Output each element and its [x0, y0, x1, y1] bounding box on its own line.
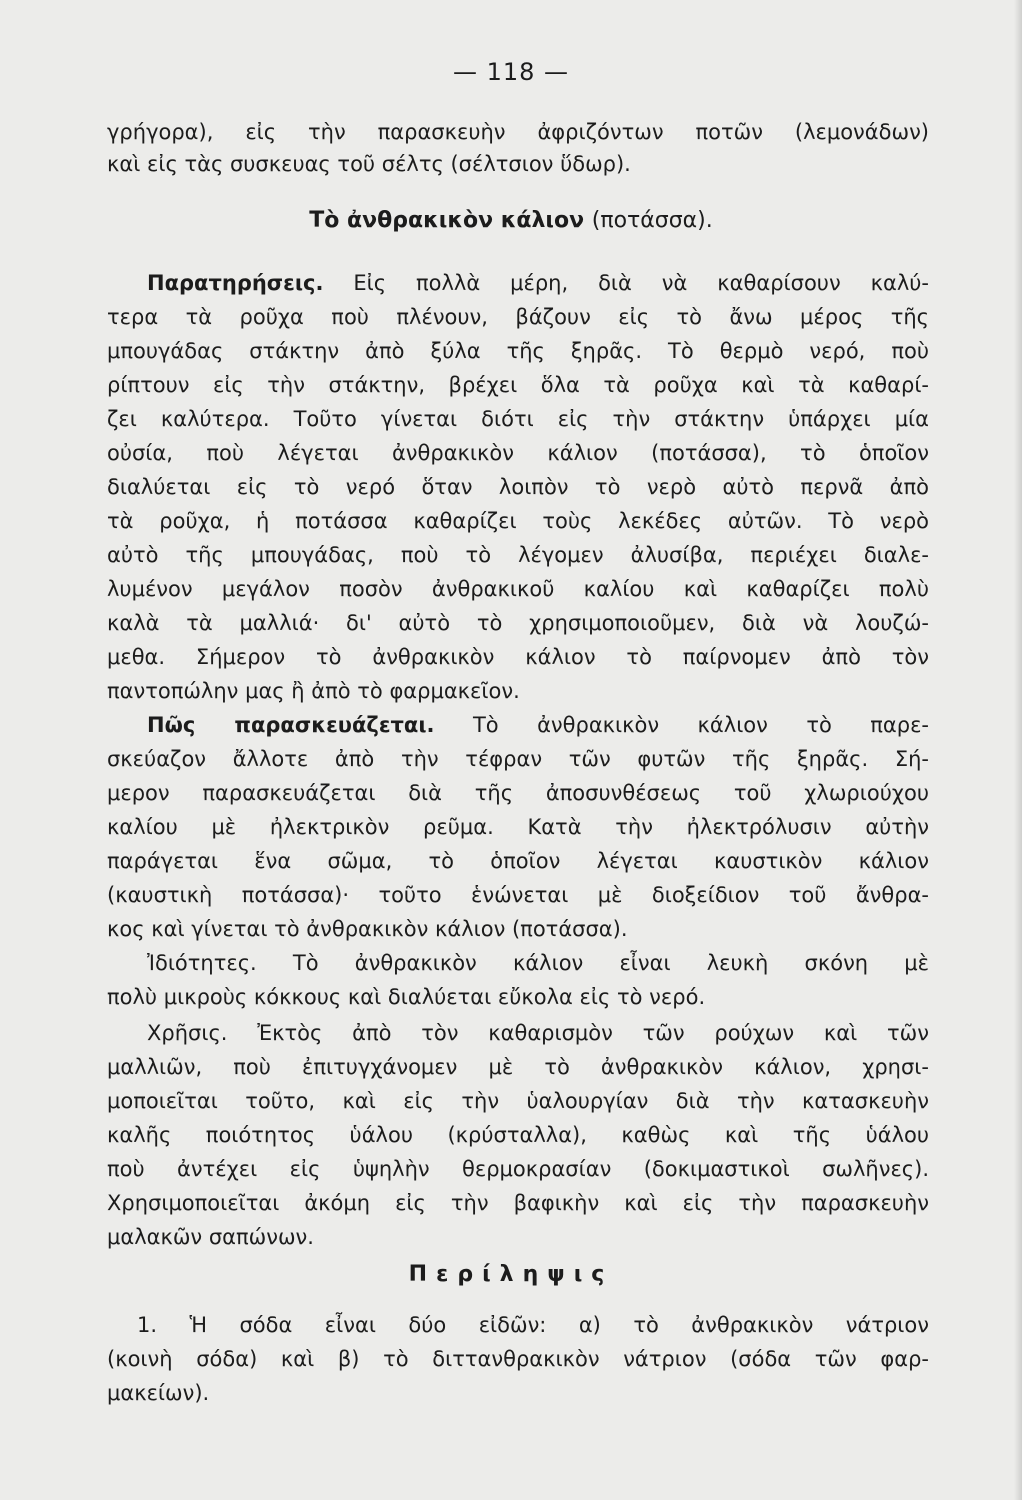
preparation-text: Τὸ ἀνθρακικὸν κάλιον τὸ παρε-	[472, 713, 929, 737]
text-line: ζει καλύτερα. Τοῦτο γίνεται διότι εἰς τὴν στάκτην ὑπάρχει μία	[107, 407, 929, 431]
section-title-note: (ποτάσσα).	[591, 208, 713, 233]
text-line: ρίπτουν εἰς τὴν στάκτην, βρέχει ὅλα τὰ ροῦχα καὶ τὰ καθαρί-	[107, 373, 929, 397]
text-line: (καυστικὴ ποτάσσα)· τοῦτο ἑνώνεται μὲ διοξείδιον τοῦ ἄνθρα-	[107, 883, 929, 907]
text-line: γρήγορα), εἰς τὴν παρασκευὴν ἀφριζόντων ποτῶν (λεμονάδων)	[107, 120, 929, 144]
summary-heading: Περίληψις	[408, 1262, 614, 1287]
text-line: μαλακῶν σαπώνων.	[107, 1225, 314, 1249]
paragraph-first-line	[147, 268, 929, 298]
page-number: — 118 —	[452, 58, 570, 86]
text-line: παντοπώλην μας ἢ ἀπὸ τὸ φαρμακεῖον.	[107, 679, 520, 703]
text-line: μεθα. Σήμερον τὸ ἀνθρακικὸν κάλιον τὸ παίρνομεν ἀπὸ τὸν	[107, 645, 929, 669]
observations-text: Εἰς πολλὰ μέρη, διὰ νὰ καθαρίσουν καλύ-	[353, 271, 929, 295]
text-line: καλίου μὲ ἠλεκτρικὸν ρεῦμα. Κατὰ τὴν ἠλεκτρόλυσιν αὐτὴν	[107, 815, 929, 839]
paragraph-first-line	[147, 1018, 929, 1048]
paragraph-first-line	[147, 948, 929, 978]
text-line: μερον παρασκευάζεται διὰ τῆς ἀποσυνθέσεως τοῦ χλωριούχου	[107, 781, 929, 805]
summary-item-first-line	[137, 1310, 929, 1340]
text-line: πολὺ μικροὺς κόκκους καὶ διαλύεται εὔκολα εἰς τὸ νερό.	[107, 985, 706, 1009]
properties-text: Τὸ ἀνθρακικὸν κάλιον εἶναι λευκὴ σκόνη μὲ	[292, 951, 929, 975]
text-line: διαλύεται εἰς τὸ νερό ὅταν λοιπὸν τὸ νερὸ αὐτὸ περνᾶ ἀπὸ	[107, 475, 929, 499]
text-line: λυμένον μεγάλον ποσὸν ἀνθρακικοῦ καλίου καὶ καθαρίζει πολὺ	[107, 577, 929, 601]
text-line: αὐτὸ τῆς μπουγάδας, ποὺ τὸ λέγομεν ἀλυσίβα, περιέχει διαλε-	[107, 543, 929, 567]
observations-label: Παρατηρήσεις.	[147, 271, 324, 295]
text-line: μαλλιῶν, ποὺ ἐπιτυγχάνομεν μὲ τὸ ἀνθρακικὸν κάλιον, χρησι-	[107, 1055, 929, 1079]
section-title-main: Τὸ ἀνθρακικὸν κάλιον	[309, 208, 585, 233]
use-label: Χρῆσις.	[147, 1021, 228, 1045]
summary-item-text: Ἡ σόδα εἶναι δύο εἰδῶν: α) τὸ ἀνθρακικὸν νάτριον	[189, 1313, 929, 1337]
text-line: μακείων).	[107, 1381, 210, 1405]
text-line: μπουγάδας στάκτην ἀπὸ ξύλα τῆς ξηρᾶς. Τὸ θερμὸ νερό, ποὺ	[107, 339, 929, 363]
text-line: μοποιεῖται τοῦτο, καὶ εἰς τὴν ὑαλουργίαν διὰ τὴν κατασκευὴν	[107, 1089, 929, 1113]
paragraph-first-line	[147, 710, 929, 740]
properties-label: Ἰδιότητες.	[147, 951, 257, 975]
text-line: καὶ εἰς τὰς συσκευας τοῦ σέλτς (σέλτσιον ὕδωρ).	[107, 152, 631, 176]
text-line: παράγεται ἕνα σῶμα, τὸ ὁποῖον λέγεται καυστικὸν κάλιον	[107, 849, 929, 873]
preparation-label: Πῶς παρασκευάζεται.	[147, 713, 435, 737]
text-line: κος καὶ γίνεται τὸ ἀνθρακικὸν κάλιον (ποτάσσα).	[107, 917, 628, 941]
use-text: Ἐκτὸς ἀπὸ τὸν καθαρισμὸν τῶν ρούχων καὶ τῶν	[257, 1021, 929, 1045]
text-line: Χρησιμοποιεῖται ἀκόμη εἰς τὴν βαφικὴν καὶ εἰς τὴν παρασκευὴν	[107, 1191, 929, 1215]
text-line: τερα τὰ ροῦχα ποὺ πλένουν, βάζουν εἰς τὸ ἄνω μέρος τῆς	[107, 305, 929, 329]
text-line: οὐσία, ποὺ λέγεται ἀνθρακικὸν κάλιον (ποτάσσα), τὸ ὁποῖον	[107, 441, 929, 465]
text-line: σκεύαζον ἄλλοτε ἀπὸ τὴν τέφραν τῶν φυτῶν τῆς ξηρᾶς. Σή-	[107, 747, 929, 771]
text-line: ποὺ ἀντέχει εἰς ὑψηλὴν θερμοκρασίαν (δοκιμαστικοὶ σωλῆνες).	[107, 1157, 929, 1181]
text-line: (κοινὴ σόδα) καὶ β) τὸ διττανθρακικὸν νάτριον (σόδα τῶν φαρ-	[107, 1347, 929, 1371]
text-line: καλὰ τὰ μαλλιά· δι' αὐτὸ τὸ χρησιμοποιοῦμεν, διὰ νὰ λουζώ-	[107, 611, 929, 635]
text-line: καλῆς ποιότητος ὑάλου (κρύσταλλα), καθὼς καὶ τῆς ὑάλου	[107, 1123, 929, 1147]
summary-item-number: 1.	[137, 1313, 158, 1337]
section-title	[0, 208, 1022, 233]
text-line: τὰ ροῦχα, ἡ ποτάσσα καθαρίζει τοὺς λεκέδες αὐτῶν. Τὸ νερὸ	[107, 509, 929, 533]
